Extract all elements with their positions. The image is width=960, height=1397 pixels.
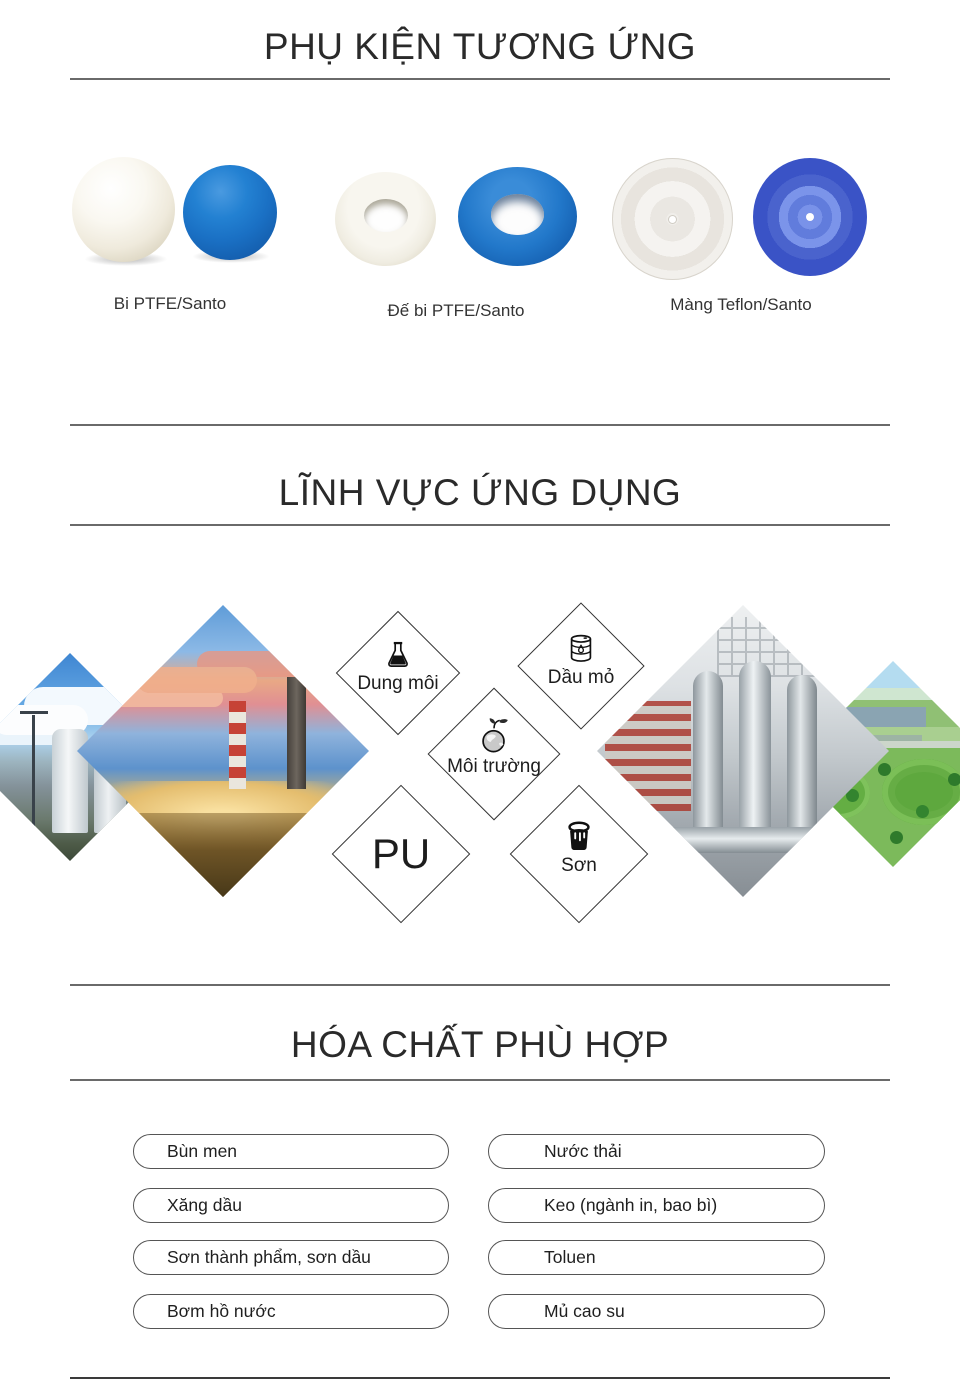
pipe-shape: [739, 661, 771, 845]
application-badge-solvent: [336, 611, 460, 735]
red-steel-shape: [605, 701, 691, 811]
chemical-pill-keo[interactable]: Keo (ngành in, bao bì): [488, 1188, 825, 1223]
application-badge-pu: [332, 785, 471, 924]
flask-icon: [382, 641, 414, 671]
sunset-cloud-shape: [137, 667, 257, 693]
chemical-pill-nuoc-thai[interactable]: Nước thải: [488, 1134, 825, 1169]
pipe-shape: [787, 675, 817, 843]
blue-ball-seat-image: [458, 167, 577, 266]
section-title-applications: LĨNH VỰC ỨNG DỤNG: [278, 472, 682, 513]
application-label: PU: [371, 830, 431, 877]
blue-santoprene-ball-image: [183, 165, 277, 260]
striped-chimney-shape: [229, 701, 246, 789]
lawn-circle-shape: [882, 759, 960, 825]
divider: [70, 984, 890, 986]
divider: [70, 524, 890, 526]
chemical-pill-toluen[interactable]: Toluen: [488, 1240, 825, 1275]
chimney-shape: [287, 677, 306, 789]
divider: [70, 1079, 890, 1081]
lamp-shape: [20, 711, 48, 714]
blue-diaphragm-image: [753, 158, 867, 276]
pipe-shape: [657, 827, 837, 853]
accessory-label-seat: Đế bi PTFE/Santo: [387, 301, 525, 320]
pipe-shape: [693, 671, 723, 841]
application-label: Dung môi: [357, 672, 439, 694]
chemical-pill-bun-men[interactable]: Bùn men: [133, 1134, 449, 1169]
paint-bucket-icon: [562, 820, 596, 853]
white-diaphragm-image: [612, 158, 733, 280]
accessory-label-ball: Bi PTFE/Santo: [113, 294, 227, 313]
chemical-pill-son-thanh-pham[interactable]: Sơn thành phẩm, sơn dầu: [133, 1240, 449, 1275]
application-badge-paint: [510, 785, 649, 924]
truss-shape: [717, 617, 867, 677]
photo-diamond-refinery-sunset: [77, 605, 369, 897]
oil-barrel-icon: [564, 633, 598, 665]
bottom-divider: [70, 1377, 890, 1379]
application-label: Dầu mỏ: [547, 666, 615, 688]
white-ptfe-ball-image: [72, 157, 175, 262]
pole-shape: [32, 715, 35, 833]
accessory-label-diaphragm: Màng Teflon/Santo: [670, 295, 812, 314]
section-title-accessories: PHỤ KIỆN TƯƠNG ỨNG: [263, 26, 697, 67]
earth-plant-icon: [475, 717, 513, 754]
chemical-pill-xang-dau[interactable]: Xăng dầu: [133, 1188, 449, 1223]
section-title-chemicals: HÓA CHẤT PHÙ HỢP: [290, 1024, 670, 1065]
tank-shape: [52, 729, 88, 833]
divider: [70, 424, 890, 426]
chemical-pill-bom-ho-nuoc[interactable]: Bơm hồ nước: [133, 1294, 449, 1329]
plant-structure-shape: [77, 813, 369, 897]
white-ball-seat-image: [335, 172, 436, 266]
application-label: Môi trường: [447, 756, 541, 777]
chemical-pill-mu-cao-su[interactable]: Mủ cao su: [488, 1294, 825, 1329]
application-label: Sơn: [561, 855, 597, 876]
divider: [70, 78, 890, 80]
